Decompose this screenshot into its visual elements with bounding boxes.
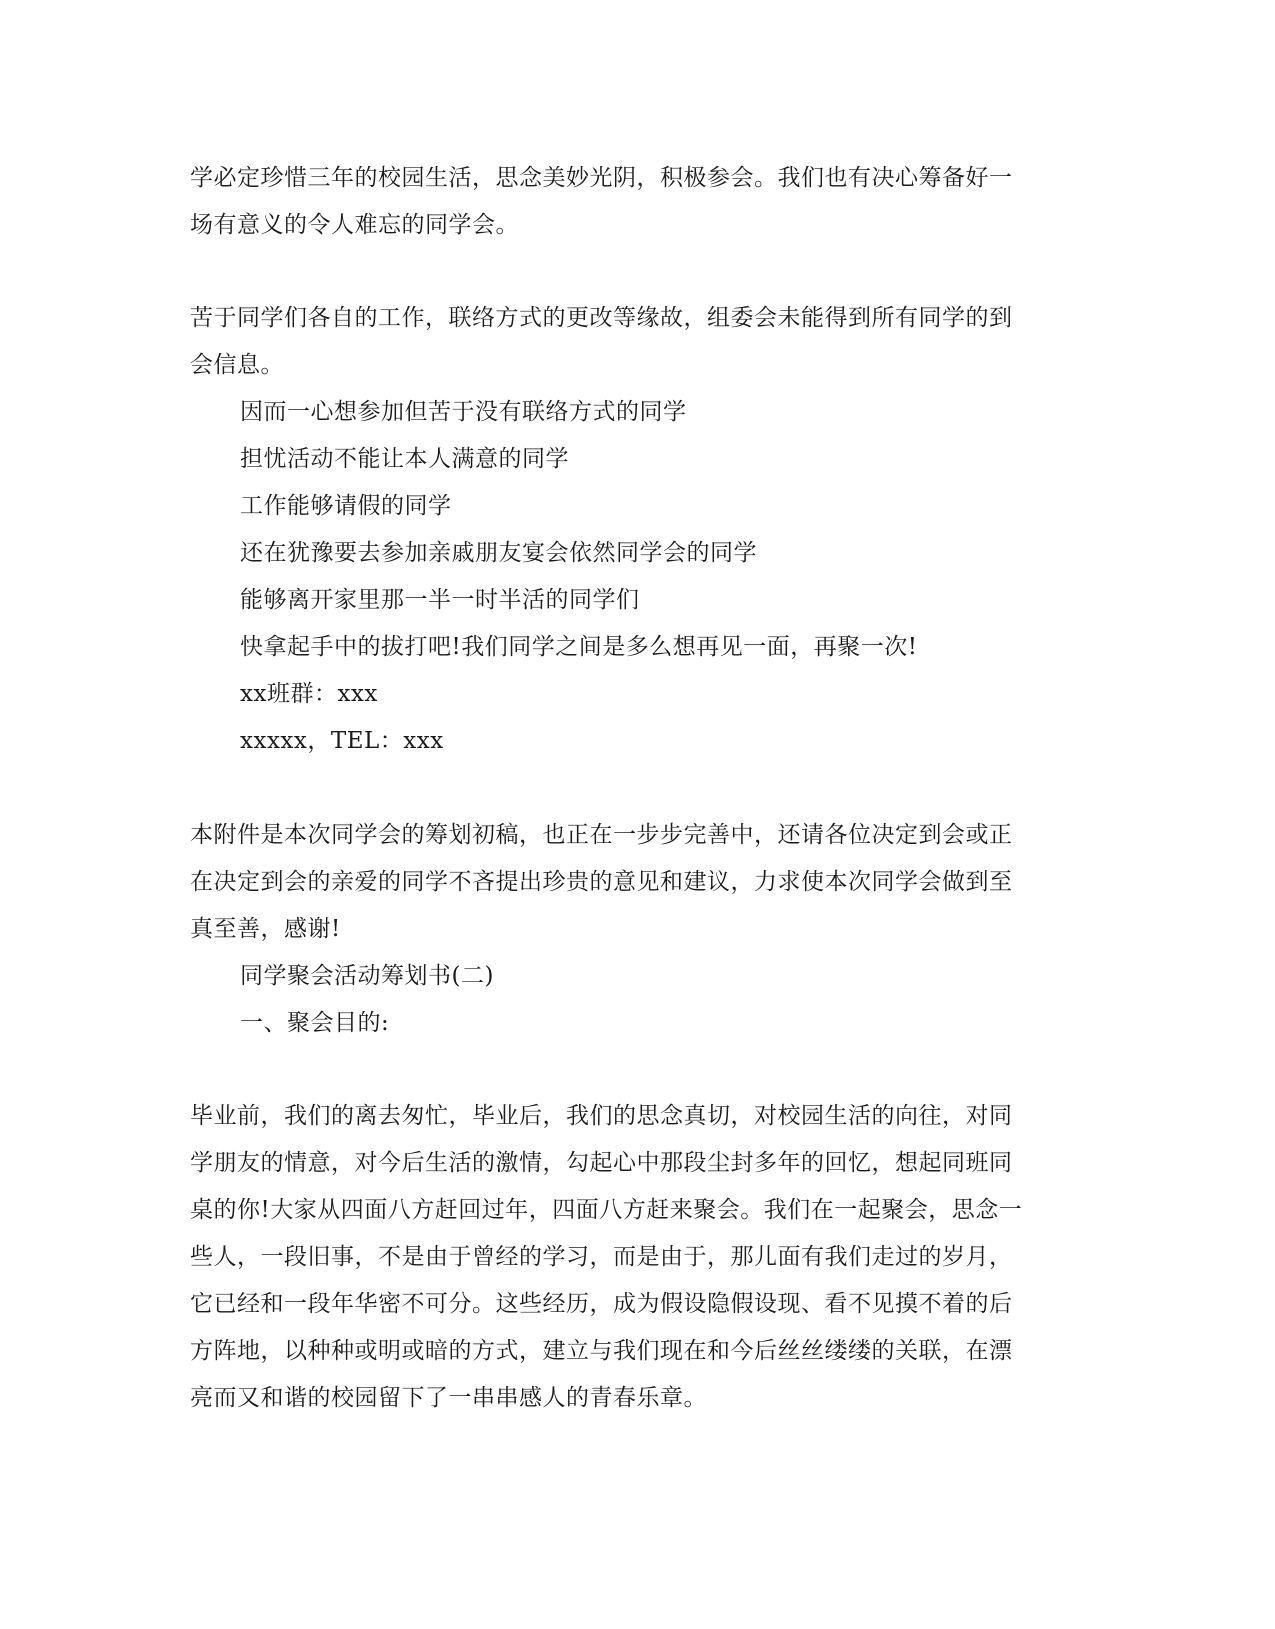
paragraph-line: 些人，一段旧事，不是由于曾经的学习，而是由于，那儿面有我们走过的岁月， <box>190 1244 1013 1270</box>
list-item: 工作能够请假的同学 <box>240 493 452 519</box>
list-item: xxxxx，TEL：xxx <box>240 728 444 754</box>
paragraph-line: 亮而又和谐的校园留下了一串串感人的青春乐章。 <box>190 1385 707 1411</box>
paragraph-line: 真至善，感谢! <box>190 916 341 942</box>
list-item: 还在犹豫要去参加亲戚朋友宴会依然同学会的同学 <box>240 540 757 566</box>
paragraph-line: 方阵地，以种种或明或暗的方式，建立与我们现在和今后丝丝缕缕的关联，在漂 <box>190 1338 1013 1364</box>
list-item: 能够离开家里那一半一时半活的同学们 <box>240 587 640 613</box>
paragraph-line: 苦于同学们各自的工作，联络方式的更改等缘故，组委会未能得到所有同学的到 <box>190 305 1013 331</box>
section-heading: 一、聚会目的: <box>240 1010 390 1036</box>
paragraph-line: 桌的你!大家从四面八方赶回过年，四面八方赶来聚会。我们在一起聚会，思念一 <box>190 1197 1023 1223</box>
paragraph-line: 学朋友的情意，对今后生活的激情，勾起心中那段尘封多年的回忆，想起同班同 <box>190 1150 1013 1176</box>
paragraph-line: 它已经和一段年华密不可分。这些经历，成为假设隐假设现、看不见摸不着的后 <box>190 1291 1013 1317</box>
paragraph-line: 在决定到会的亲爱的同学不吝提出珍贵的意见和建议，力求使本次同学会做到至 <box>190 869 1013 895</box>
list-item: 快拿起手中的拔打吧!我们同学之间是多么想再见一面，再聚一次! <box>240 634 918 660</box>
paragraph-line: 毕业前，我们的离去匆忙，毕业后，我们的思念真切，对校园生活的向往，对同 <box>190 1103 1013 1129</box>
list-item: 担忧活动不能让本人满意的同学 <box>240 446 569 472</box>
list-item: xx班群：xxx <box>240 681 378 707</box>
paragraph-line: 学必定珍惜三年的校园生活，思念美妙光阴，积极参会。我们也有决心筹备好一 <box>190 165 1013 191</box>
paragraph-line: 本附件是本次同学会的筹划初稿，也正在一步步完善中，还请各位决定到会或正 <box>190 822 1013 848</box>
paragraph-line: 会信息。 <box>190 352 284 378</box>
paragraph-line: 场有意义的令人难忘的同学会。 <box>190 212 519 238</box>
list-item: 因而一心想参加但苦于没有联络方式的同学 <box>240 399 687 425</box>
section-title: 同学聚会活动筹划书(二) <box>240 963 494 989</box>
